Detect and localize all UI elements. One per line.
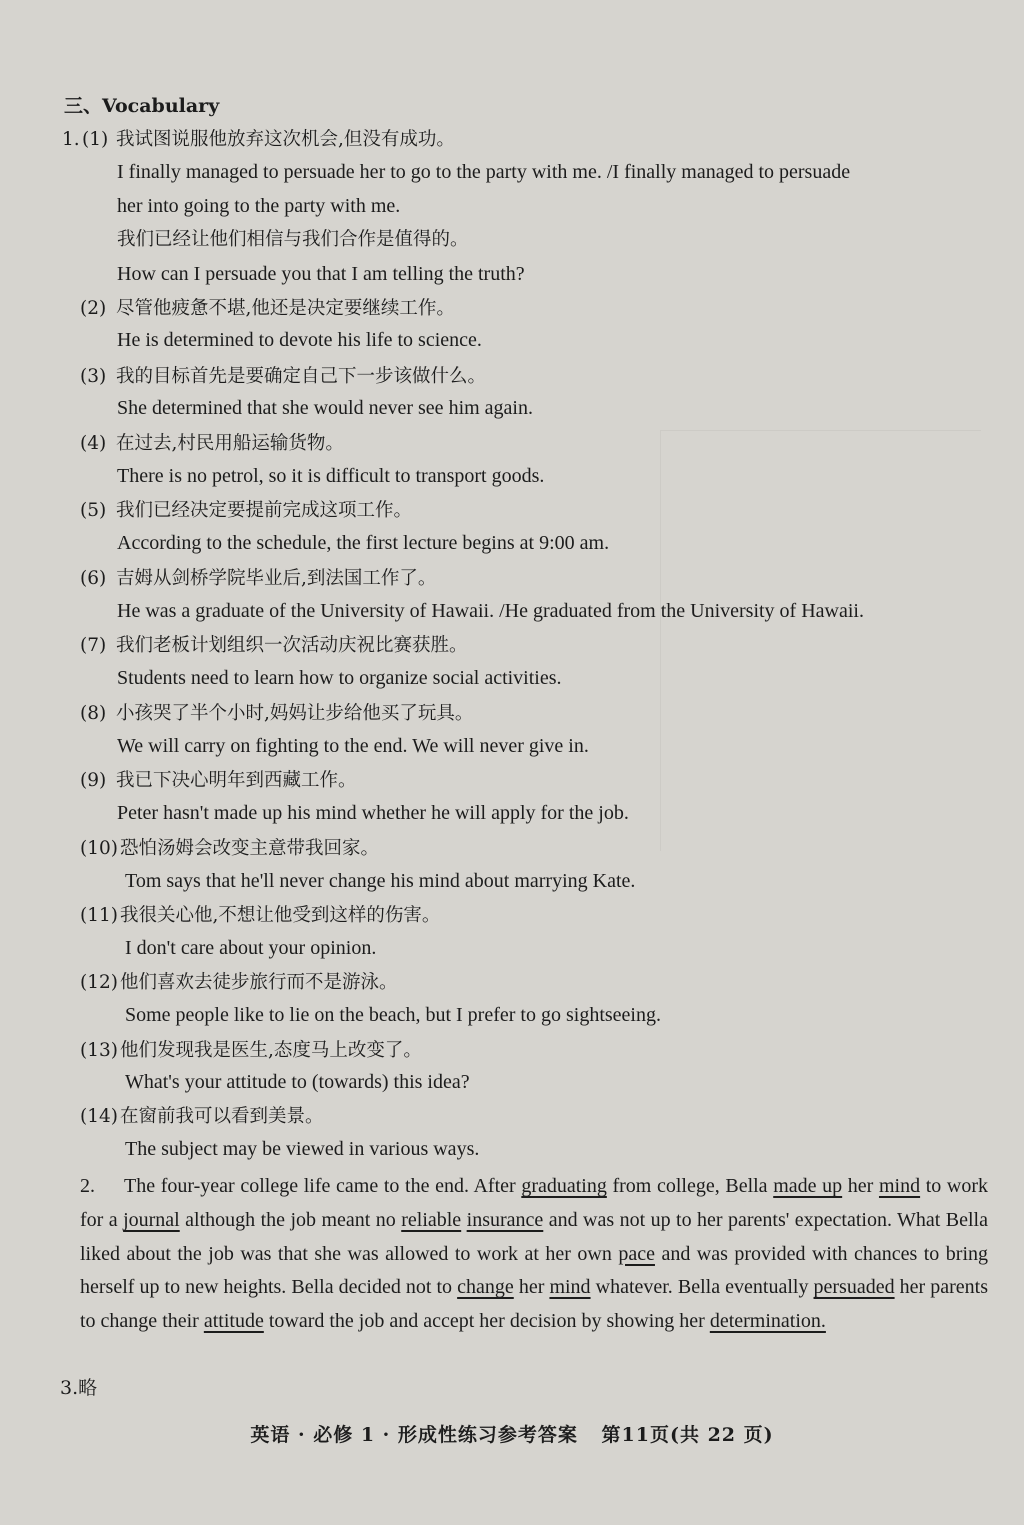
filled-blank: insurance [466, 1208, 544, 1231]
item-answer-line: I finally managed to persuade her to go to the party with me. /I finally managed to persuade [117, 161, 851, 183]
item-number: (11) [80, 905, 118, 926]
item-chinese-prompt: 在过去,村民用船运输货物。 [116, 433, 344, 454]
filled-blank: journal [123, 1208, 180, 1231]
filled-blank: reliable [401, 1208, 462, 1231]
item-chinese-prompt: 恐怕汤姆会改变主意带我回家。 [120, 838, 380, 859]
item-answer-line: He is determined to devote his life to science. [117, 329, 482, 351]
item-number: (2) [80, 298, 107, 319]
question-3-answer: 略 [78, 1377, 98, 1399]
passage-text: and was provided with chances to bring herself up to new heights. Bella decided not to [80, 1242, 988, 1299]
item-chinese-prompt: 我们已经决定要提前完成这项工作。 [116, 500, 413, 521]
question-3-number: 3. [60, 1377, 79, 1399]
item-answer-line: her into going to the party with me. [117, 195, 401, 217]
question-3 [60, 1376, 97, 1400]
filled-blank: mind [878, 1175, 921, 1197]
passage-text: whatever. Bella eventually [590, 1276, 814, 1299]
passage-text: her [513, 1276, 550, 1299]
filled-blank: graduating [521, 1175, 607, 1197]
item-number: (7) [80, 635, 107, 656]
passage-text: although the job meant no [179, 1208, 402, 1231]
bleed-through-table [660, 430, 981, 851]
filled-blank: attitude [203, 1310, 264, 1333]
question-2-number: 2. [80, 1175, 95, 1197]
passage-text: toward the job and accept her decision by showing her [263, 1310, 710, 1333]
item-answer-line: We will carry on fighting to the end. We will never give in. [117, 735, 589, 757]
item-number: (14) [80, 1106, 118, 1127]
passage-text: her parents to change their [80, 1276, 989, 1333]
filled-blank: determination. [709, 1310, 826, 1333]
item-chinese-prompt: 他们发现我是医生,态度马上改变了。 [120, 1040, 422, 1061]
question-2-text [80, 1175, 988, 1332]
item-answer-line: He was a graduate of the University of Hawaii. /He graduated from the University of Hawaii. [117, 600, 864, 622]
item-answer-line: She determined that she would never see him again. [117, 397, 533, 419]
footer-page-number: 第11页(共 22 页) [601, 1424, 774, 1446]
item-answer-line: How can I persuade you that I am telling the truth? [117, 263, 525, 285]
item-number: (12) [80, 972, 118, 993]
item-answer-line: 我们已经让他们相信与我们合作是值得的。 [117, 229, 469, 250]
item-number: (10) [80, 838, 118, 859]
question-1-number: 1. [62, 129, 80, 150]
item-number: (1) [82, 129, 109, 150]
section-heading: 三、Vocabulary [64, 95, 220, 117]
item-chinese-prompt: 我们老板计划组织一次活动庆祝比赛获胜。 [116, 635, 468, 656]
item-chinese-prompt: 小孩哭了半个小时,妈妈让步给他买了玩具。 [116, 703, 474, 724]
item-answer-line: I don't care about your opinion. [125, 937, 377, 959]
item-number: (5) [80, 500, 107, 521]
passage-text: and was not up to her parents' expectation. What Bella liked about the job was that she was allowed to work at her own [80, 1208, 988, 1265]
item-chinese-prompt: 在窗前我可以看到美景。 [120, 1106, 324, 1127]
filled-blank: persuaded [813, 1276, 895, 1299]
question-2-paragraph [80, 1170, 988, 1339]
item-answer-line: According to the schedule, the first lecture begins at 9:00 am. [117, 532, 610, 554]
passage-text: to work for a [80, 1175, 989, 1231]
footer-subject: 英语 · 必修 1 · 形成性练习参考答案 [250, 1424, 578, 1446]
item-chinese-prompt: 我的目标首先是要确定自己下一步该做什么。 [116, 366, 487, 387]
passage-text: The four-year college life came to the end. After [124, 1175, 522, 1197]
item-answer-line: Some people like to lie on the beach, but I prefer to go sightseeing. [125, 1004, 661, 1026]
item-answer-line: There is no petrol, so it is difficult to transport goods. [117, 465, 545, 487]
filled-blank: mind [549, 1276, 591, 1299]
item-number: (6) [80, 568, 107, 589]
item-number: (13) [80, 1040, 118, 1061]
filled-blank: pace [618, 1242, 655, 1265]
passage-text: her [842, 1175, 879, 1197]
passage-text: from college, Bella [606, 1175, 774, 1197]
item-answer-line: Tom says that he'll never change his mind about marrying Kate. [125, 870, 636, 892]
item-chinese-prompt: 尽管他疲惫不堪,他还是决定要继续工作。 [116, 298, 455, 319]
item-answer-line: Students need to learn how to organize social activities. [117, 667, 562, 689]
item-chinese-prompt: 我试图说服他放弃这次机会,但没有成功。 [116, 129, 455, 150]
item-answer-line: What's your attitude to (towards) this idea? [125, 1071, 470, 1093]
item-number: (4) [80, 433, 107, 454]
item-number: (3) [80, 366, 107, 387]
filled-blank: change [457, 1276, 514, 1299]
item-chinese-prompt: 我很关心他,不想让他受到这样的伤害。 [120, 905, 441, 926]
item-number: (9) [80, 770, 107, 791]
item-chinese-prompt: 他们喜欢去徒步旅行而不是游泳。 [120, 972, 398, 993]
item-answer-line: The subject may be viewed in various ways. [125, 1138, 480, 1160]
item-chinese-prompt: 我已下决心明年到西藏工作。 [116, 770, 357, 791]
filled-blank: made up [773, 1175, 843, 1197]
item-chinese-prompt: 吉姆从剑桥学院毕业后,到法国工作了。 [116, 568, 437, 589]
item-answer-line: Peter hasn't made up his mind whether he will apply for the job. [117, 802, 629, 824]
item-number: (8) [80, 703, 107, 724]
page-footer [0, 1420, 1024, 1447]
